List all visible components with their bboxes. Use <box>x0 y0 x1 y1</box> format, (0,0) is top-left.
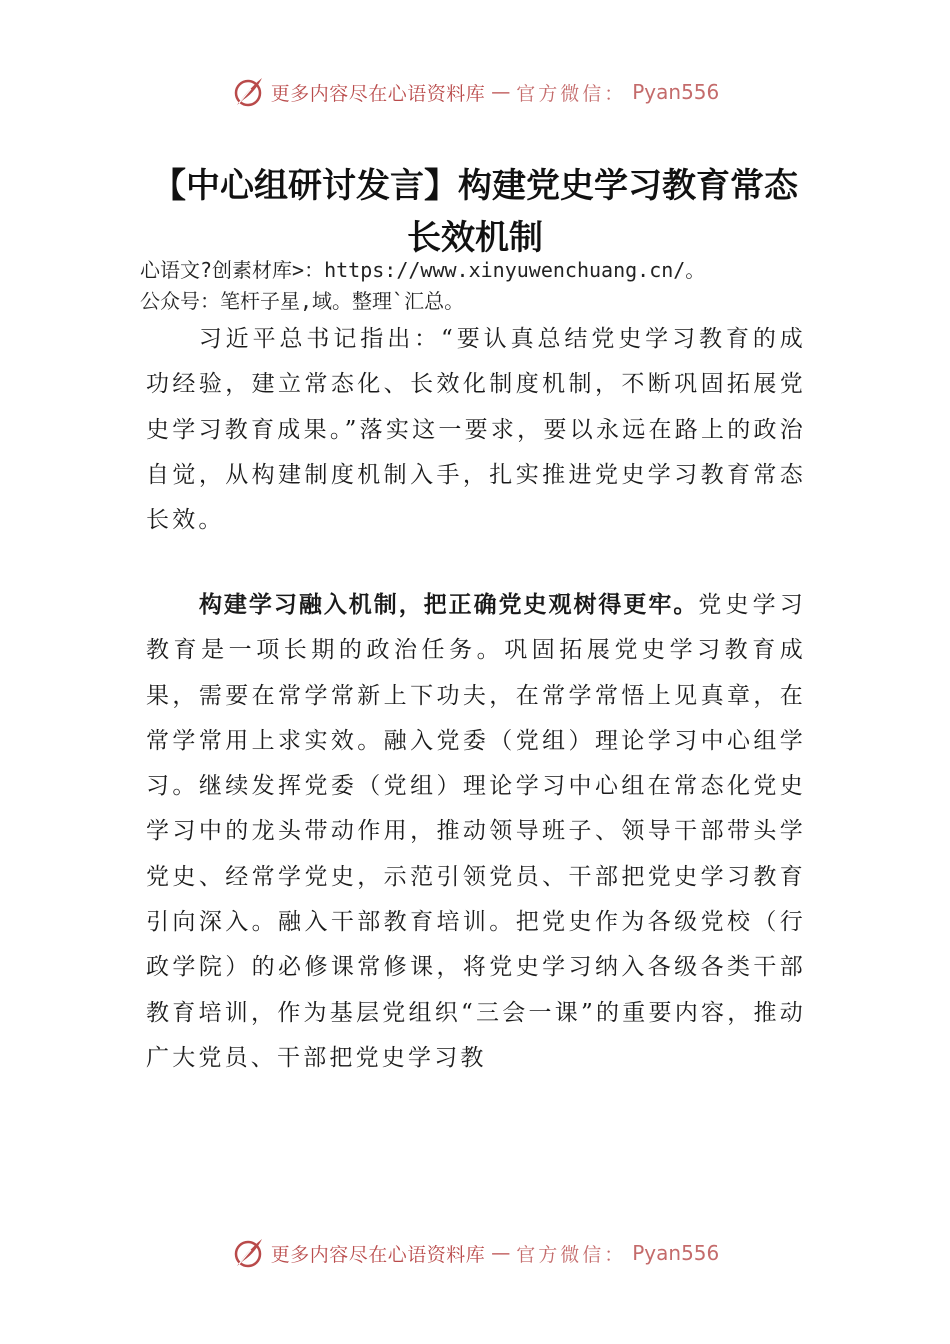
source-info <box>140 255 840 317</box>
footer-watermark <box>0 1233 950 1273</box>
paragraph-2-lead: 构建学习融入机制，把正确党史观树得更牢。 <box>198 592 699 618</box>
quill-logo-icon <box>231 75 265 109</box>
watermark-wechat-id: Pyan556 <box>632 80 720 104</box>
quill-logo-icon <box>231 1236 265 1270</box>
page-title <box>100 160 850 264</box>
paragraph-1 <box>146 317 806 543</box>
watermark-text: 更多内容尽在心语资料库 <box>270 82 486 105</box>
watermark-wechat-label: 官方微信： <box>516 82 627 105</box>
watermark-separator: — <box>491 1242 511 1264</box>
source-line-2: 公众号：笔杆子星,域。整理`汇总。 <box>140 289 465 313</box>
watermark-text: 更多内容尽在心语资料库 <box>270 1243 486 1266</box>
watermark-separator: — <box>491 81 511 103</box>
header-watermark <box>0 72 950 112</box>
watermark-wechat-label: 官方微信： <box>516 1243 627 1266</box>
watermark-wechat-id: Pyan556 <box>632 1241 720 1265</box>
page-title-line1: 【中心组研讨发言】构建党史学习教育常态 <box>152 166 798 206</box>
page-title-line2: 长效机制 <box>407 218 543 258</box>
paragraph-2-body: 党史学习教育是一项长期的政治任务。巩固拓展党史学习教育成果，需要在常学常新上下功夫，在常学常悟上见真章，在常学常用上求实效。融入党委（党组）理论学习中心组学习。继续发挥党委（党组）理论学习中心组在常态化党史学习中的龙头带动作用，推动领导班子、领导干部带头学党史、经常学党史，示范引领党员、干部把党史学习教育引向深入。融入干部教育培训。把党史作为各级党校（行政学院）的必修课常修课，将党史学习纳入各级各类干部教育培训，作为基层党组织“三会一课”的重要内容，推动广大党员、干部把党史学习教 <box>146 592 806 1071</box>
paragraph-2 <box>146 583 806 1081</box>
paragraph-1-text: 习近平总书记指出：“要认真总结党史学习教育的成功经验，建立常态化、长效化制度机制，不断巩固拓展党史学习教育成果。”落实这一要求，要以永远在路上的政治自觉，从构建制度机制入手，扎实推进党史学习教育常态长效。 <box>146 326 806 534</box>
source-line-1: 心语文?创素材库>：https://www.xinyuwenchuang.cn/。 <box>140 258 706 282</box>
